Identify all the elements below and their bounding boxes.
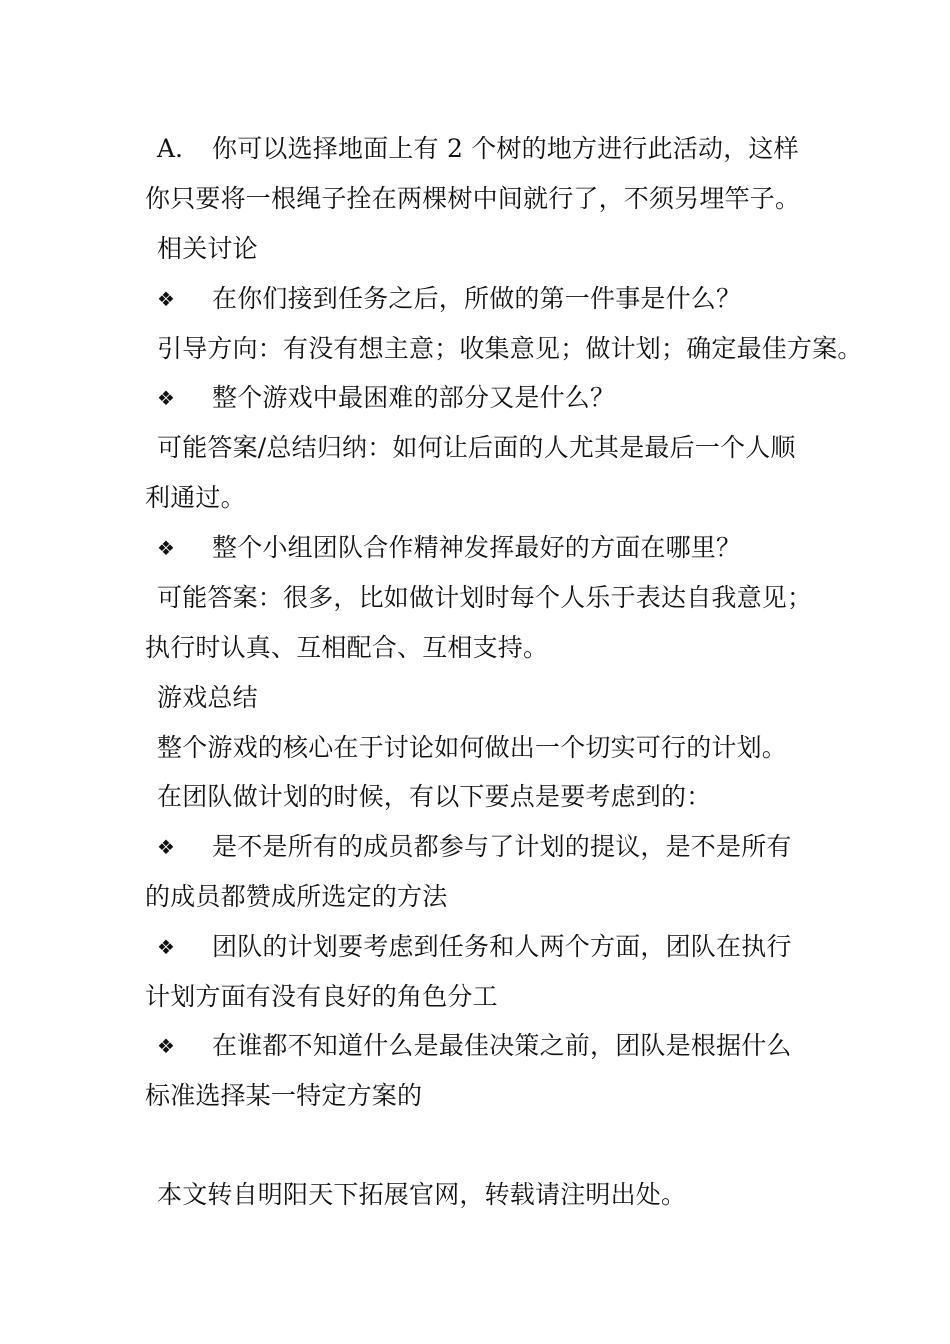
answer-2-line1: 可能答案/总结归纳：如何让后面的人尤其是最后一个人顺: [157, 433, 796, 462]
bullet-diamond-icon: ❖: [157, 835, 175, 859]
heading-discussion: 相关讨论: [157, 234, 258, 263]
answer-3-line2: 执行时认真、互相配合、互相支持。: [145, 633, 549, 662]
heading-summary: 游戏总结: [157, 683, 258, 712]
point-3-line1: 在谁都不知道什么是最佳决策之前，团队是根据什么: [212, 1031, 792, 1060]
point-1-line2: 的成员都赞成所选定的方法: [145, 882, 448, 911]
source-note: 本文转自明阳天下拓展官网，转载请注明出处。: [157, 1180, 687, 1209]
bullet-diamond-icon: ❖: [157, 935, 175, 959]
bullet-diamond-icon: ❖: [157, 1034, 175, 1058]
item-a-line2: 你只要将一根绳子拴在两棵树中间就行了，不须另埋竿子。: [145, 184, 801, 213]
item-a-line1: 你可以选择地面上有 2 个树的地方进行此活动，这样: [212, 134, 799, 163]
item-a-marker: A.: [157, 134, 184, 163]
summary-line-2: 在团队做计划的时候，有以下要点是要考虑到的：: [157, 782, 712, 811]
summary-line-1: 整个游戏的核心在于讨论如何做出一个切实可行的计划。: [157, 733, 788, 762]
bullet-diamond-icon: ❖: [157, 386, 175, 410]
bullet-diamond-icon: ❖: [157, 287, 175, 311]
point-1-line1: 是不是所有的成员都参与了计划的提议，是不是所有: [212, 832, 792, 861]
point-3-line2: 标准选择某一特定方案的: [145, 1081, 423, 1110]
question-3: 整个小组团队合作精神发挥最好的方面在哪里？: [212, 533, 742, 562]
question-1: 在你们接到任务之后，所做的第一件事是什么？: [212, 284, 742, 313]
point-2-line2: 计划方面有没有良好的角色分工: [145, 982, 498, 1011]
question-2: 整个游戏中最困难的部分又是什么？: [212, 383, 616, 412]
guide-direction: 引导方向：有没有想主意；收集意见；做计划；确定最佳方案。: [157, 334, 863, 363]
point-2-line1: 团队的计划要考虑到任务和人两个方面，团队在执行: [212, 932, 792, 961]
answer-3-line1: 可能答案：很多，比如做计划时每个人乐于表达自我意见；: [157, 583, 813, 612]
bullet-diamond-icon: ❖: [157, 536, 175, 560]
answer-2-line2: 利通过。: [145, 483, 246, 512]
